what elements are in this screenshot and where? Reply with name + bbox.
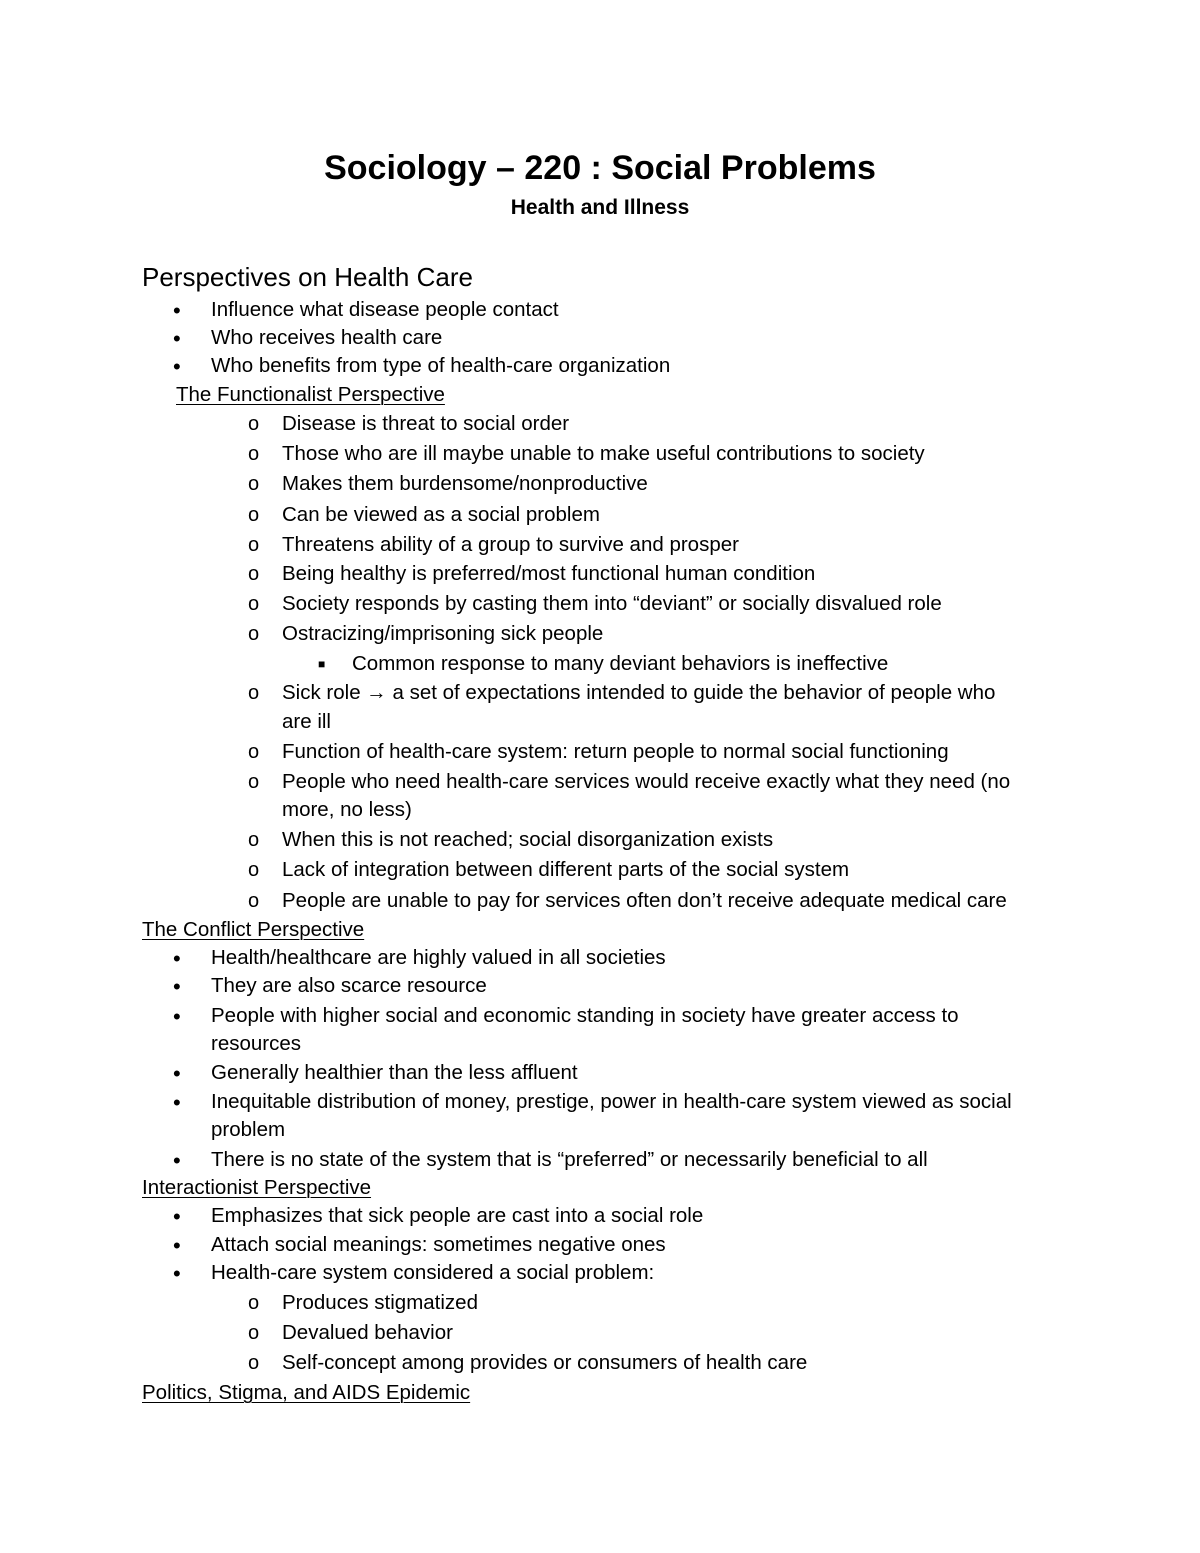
document-title: Sociology – 220 : Social Problems (324, 149, 876, 187)
bullet-circle-icon: o (248, 504, 260, 526)
section-heading: Perspectives on Health Care (142, 262, 473, 292)
list-item: People are unable to pay for services often don’t receive adequate medical care (282, 889, 1007, 912)
list-item: Attach social meanings: sometimes negative ones (211, 1233, 666, 1256)
list-item: Society responds by casting them into “deviant” or socially disvalued role (282, 592, 942, 615)
bullet-disc-icon: • (173, 1090, 181, 1115)
list-subitem: Common response to many deviant behaviors is ineffective (352, 652, 889, 675)
list-subitem: Devalued behavior (282, 1321, 453, 1344)
list-item: Makes them burdensome/nonproductive (282, 472, 648, 495)
list-item: People who need health-care services would receive exactly what they need (no (282, 770, 1011, 793)
functionalist-heading: The Functionalist Perspective (176, 383, 445, 406)
list-item: Who benefits from type of health-care organization (211, 354, 671, 377)
list-subitem: Self-concept among provides or consumers of health care (282, 1351, 808, 1374)
bullet-circle-icon: o (248, 473, 260, 495)
list-item: Sick role → a set of expectations intended to guide the behavior of people who (282, 681, 996, 704)
bullet-circle-icon: o (248, 443, 260, 465)
bullet-disc-icon: • (173, 1148, 181, 1173)
list-item: Disease is threat to social order (282, 412, 570, 435)
bullet-circle-icon: o (248, 859, 260, 881)
bullet-circle-icon: o (248, 413, 260, 435)
list-item: Being healthy is preferred/most functional human condition (282, 562, 816, 585)
bullet-square-icon: ■ (318, 657, 326, 671)
list-item: Threatens ability of a group to survive and prosper (282, 533, 739, 556)
bullet-circle-icon: o (248, 623, 260, 645)
list-item: Who receives health care (211, 326, 443, 349)
bullet-disc-icon: • (173, 298, 181, 323)
bullet-circle-icon: o (248, 890, 260, 912)
list-item: Inequitable distribution of money, prestige, power in health-care system viewed as social (211, 1090, 1012, 1113)
interactionist-heading: Interactionist Perspective (142, 1176, 372, 1199)
bullet-disc-icon: • (173, 1004, 181, 1029)
bullet-disc-icon: • (173, 1061, 181, 1086)
politics-heading: Politics, Stigma, and AIDS Epidemic (142, 1381, 471, 1404)
list-subitem: Produces stigmatized (282, 1291, 478, 1314)
list-item: Those who are ill maybe unable to make useful contributions to society (282, 442, 925, 465)
bullet-disc-icon: • (173, 946, 181, 971)
list-item: Influence what disease people contact (211, 298, 559, 321)
list-item: People with higher social and economic standing in society have greater access to (211, 1004, 959, 1027)
list-item: Emphasizes that sick people are cast into a social role (211, 1204, 704, 1227)
list-item-continuation: resources (211, 1032, 302, 1055)
list-item: Lack of integration between different parts of the social system (282, 858, 850, 881)
list-item: Can be viewed as a social problem (282, 503, 600, 526)
bullet-circle-icon: o (248, 1322, 260, 1344)
bullet-circle-icon: o (248, 1292, 260, 1314)
bullet-circle-icon: o (248, 741, 260, 763)
list-item: Health/healthcare are highly valued in all societies (211, 946, 666, 969)
list-item-continuation: more, no less) (282, 798, 412, 821)
bullet-disc-icon: • (173, 326, 181, 351)
bullet-circle-icon: o (248, 563, 260, 585)
list-item: When this is not reached; social disorganization exists (282, 828, 774, 851)
bullet-circle-icon: o (248, 534, 260, 556)
list-item: Ostracizing/imprisoning sick people (282, 622, 604, 645)
bullet-circle-icon: o (248, 682, 260, 704)
list-item: There is no state of the system that is “preferred” or necessarily beneficial to all (211, 1148, 928, 1171)
list-item: Function of health-care system: return people to normal social functioning (282, 740, 949, 763)
bullet-circle-icon: o (248, 771, 260, 793)
list-item: Generally healthier than the less affluent (211, 1061, 578, 1084)
bullet-disc-icon: • (173, 1233, 181, 1258)
conflict-heading: The Conflict Perspective (142, 918, 365, 941)
bullet-circle-icon: o (248, 1352, 260, 1374)
bullet-disc-icon: • (173, 354, 181, 379)
list-item: They are also scarce resource (211, 974, 487, 997)
bullet-disc-icon: • (173, 1204, 181, 1229)
bullet-circle-icon: o (248, 593, 260, 615)
bullet-circle-icon: o (248, 829, 260, 851)
list-item-continuation: are ill (282, 710, 331, 733)
list-item-continuation: problem (211, 1118, 286, 1141)
list-item: Health-care system considered a social problem: (211, 1261, 655, 1284)
document-subtitle: Health and Illness (510, 196, 690, 219)
bullet-disc-icon: • (173, 974, 181, 999)
bullet-disc-icon: • (173, 1261, 181, 1286)
